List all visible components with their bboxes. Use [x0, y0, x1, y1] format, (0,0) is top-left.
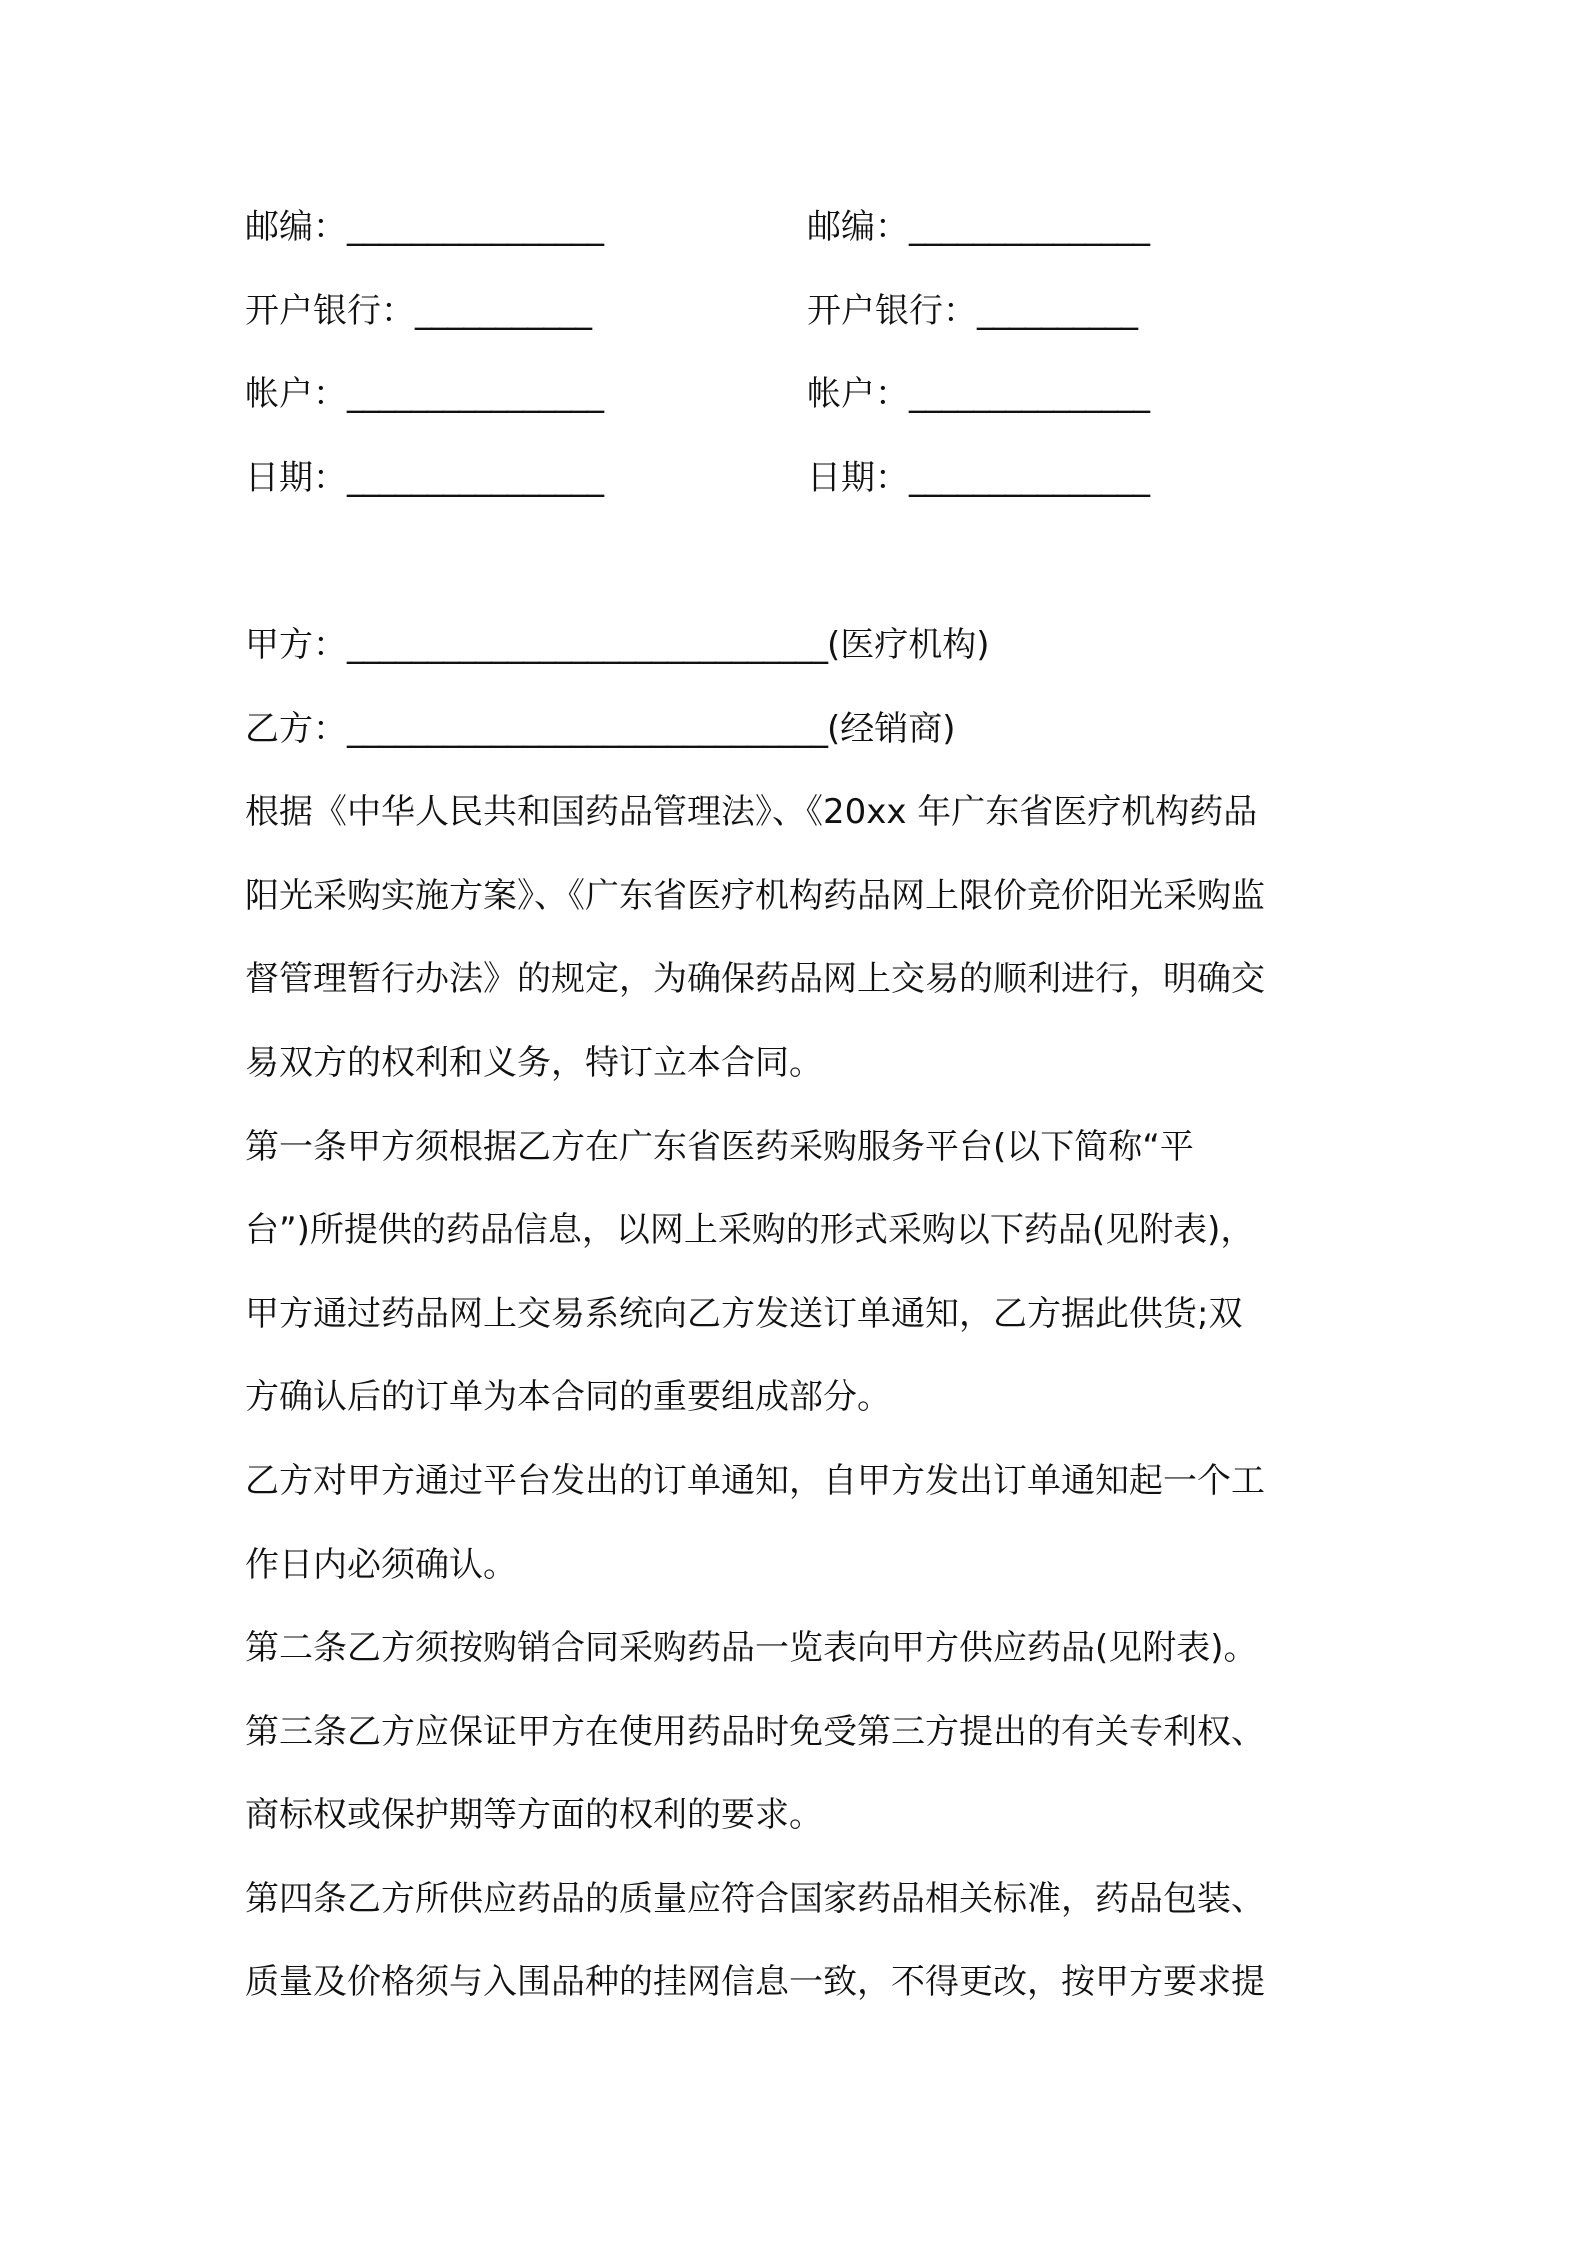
fill-in-blank[interactable]: ________________ [347, 207, 603, 247]
field-label: 邮编： [245, 207, 347, 247]
field-label: 日期： [807, 457, 909, 498]
fill-in-blank[interactable]: ________________ [347, 457, 603, 498]
fill-in-blank[interactable]: _______________ [909, 207, 1149, 247]
form-field-left [245, 437, 807, 521]
field-label: 帐户： [807, 374, 909, 415]
party-line [245, 688, 1375, 772]
form-field-right [807, 186, 1369, 270]
field-label: 日期： [245, 457, 347, 498]
body-text-line: 台”)所提供的药品信息，以网上采购的形式采购以下药品(见附表)， [245, 1210, 1255, 1251]
party-role: (经销商) [827, 708, 956, 749]
fill-in-blank[interactable]: _______________ [909, 457, 1149, 498]
body-text-line: 商标权或保护期等方面的权利的要求。 [245, 1795, 823, 1836]
form-row [245, 270, 1375, 354]
field-label: 邮编： [807, 207, 909, 247]
party-name-blank[interactable]: ______________________________ [347, 624, 827, 665]
contract-body [245, 771, 1375, 2025]
field-label: 开户银行： [807, 290, 977, 331]
body-text-line: 易双方的权利和义务，特订立本合同。 [245, 1042, 823, 1083]
body-text-line: 第二条乙方须按购销合同采购药品一览表向甲方供应药品(见附表)。 [245, 1628, 1258, 1669]
contract-document [245, 186, 1375, 2025]
fill-in-blank[interactable]: __________ [977, 290, 1137, 331]
contact-info-section [245, 186, 1375, 520]
parties-section [245, 604, 1375, 771]
party-label: 乙方： [245, 708, 347, 749]
fill-in-blank[interactable]: ___________ [415, 290, 591, 331]
body-text-line: 阳光采购实施方案》、《广东省医疗机构药品网上限价竞价阳光采购监 [245, 875, 1265, 916]
fill-in-blank[interactable]: _______________ [909, 374, 1149, 415]
field-label: 帐户： [245, 374, 347, 415]
party-line [245, 604, 1375, 688]
party-name-blank[interactable]: ______________________________ [347, 708, 827, 749]
form-row [245, 353, 1375, 437]
body-text-line: 第一条甲方须根据乙方在广东省医药采购服务平台(以下简称“平 [245, 1126, 1194, 1167]
fill-in-blank[interactable]: ________________ [347, 374, 603, 415]
form-field-right [807, 270, 1369, 354]
spacer [245, 520, 1375, 604]
form-field-left [245, 186, 807, 270]
body-text-line: 甲方通过药品网上交易系统向乙方发送订单通知，乙方据此供货;双 [245, 1293, 1243, 1334]
party-role: (医疗机构) [827, 624, 990, 665]
body-text-line: 第三条乙方应保证甲方在使用药品时免受第三方提出的有关专利权、 [245, 1711, 1265, 1752]
form-row [245, 186, 1375, 270]
body-text-line: 方确认后的订单为本合同的重要组成部分。 [245, 1377, 891, 1418]
body-text-line: 质量及价格须与入围品种的挂网信息一致，不得更改，按甲方要求提 [245, 1962, 1265, 2003]
form-field-left [245, 353, 807, 437]
body-text-line: 根据《中华人民共和国药品管理法》、《20xx 年广东省医疗机构药品 [245, 792, 1258, 833]
form-field-left [245, 270, 807, 354]
body-text-line: 督管理暂行办法》的规定，为确保药品网上交易的顺利进行，明确交 [245, 959, 1265, 1000]
body-text-line: 作日内必须确认。 [245, 1544, 517, 1585]
form-field-right [807, 437, 1369, 521]
body-text-line: 乙方对甲方通过平台发出的订单通知，自甲方发出订单通知起一个工 [245, 1460, 1265, 1501]
form-row [245, 437, 1375, 521]
form-field-right [807, 353, 1369, 437]
party-label: 甲方： [245, 624, 347, 665]
body-text-line: 第四条乙方所供应药品的质量应符合国家药品相关标准，药品包装、 [245, 1878, 1265, 1919]
field-label: 开户银行： [245, 290, 415, 331]
